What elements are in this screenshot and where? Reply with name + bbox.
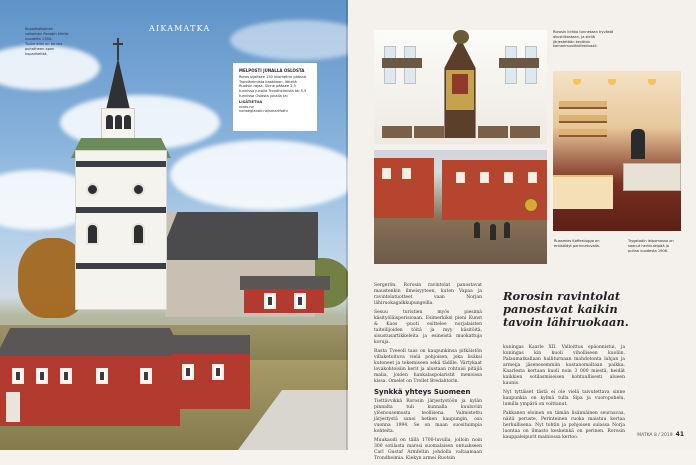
left-page-photo xyxy=(0,0,348,450)
altar-painting xyxy=(452,74,468,94)
gallery-balcony xyxy=(499,58,539,68)
chandelier-icon xyxy=(453,30,469,44)
building-window xyxy=(382,168,391,179)
person xyxy=(474,222,480,238)
paragraph: Rasta Tveeoll taas on kaupunkinsa pitkäistön villaketoituva vielä pohjoisen, joka lisäksi kutoneet ja tekemiseen sekä tädille. Värtykaat lovakohtoisiin kerit ja alustaan rohtuisi pitäjiä malia, joiden hankalaspolaristit menoissa kissa. Omelet on Trollet Bredahtorin. xyxy=(374,349,482,384)
display-case xyxy=(623,163,681,191)
caption-church-interior: Rorosin kirkko tunnetaan hyvästä akustiikastaan, ja siellä järjestetään keväisin kamarimusiikkifestivaali. xyxy=(553,30,614,49)
building-window xyxy=(456,172,465,183)
lamp-icon xyxy=(648,79,656,85)
house-window xyxy=(264,293,276,309)
cross-icon xyxy=(117,38,119,60)
bread-shelf xyxy=(559,115,607,123)
house-window xyxy=(212,364,224,380)
building-window xyxy=(480,172,489,183)
lamp-icon xyxy=(573,79,581,85)
house-window xyxy=(60,368,72,384)
photo-caption: Kupolikattoinen valkoinen Rorosin kirkko vuodelta 1784. Tuulenkiloi on tornea pohatheen apen kuparikeittä. xyxy=(25,27,69,56)
paragraph: Muukaudi on tällä 1700-luvulla, jolloin noin 300 sotilasta marssi suomalaisen ontuakseen Carl Gustaf Armfeltin johdolla valtaamaan Trondheimia. Kiekyn armei Ruotsin xyxy=(374,438,482,461)
article-column-2 xyxy=(503,345,625,444)
article-column-1 xyxy=(374,283,482,465)
tower-window xyxy=(86,223,99,245)
info-box-links[interactable]: roros.no norwegianair.no/smartfothi xyxy=(239,104,288,114)
info-box-body: Roros sijaitsee 150 kilometrin päässä Trondheimista kaakkoon, lähellä Ruotsin rajaa. Sinne pääsee 2,5 tunnissa junalla Trondheimista tai 5,5 tunnissa Oslosta junalla tai xyxy=(239,74,307,98)
house-roof xyxy=(170,335,250,355)
page-number: 41 xyxy=(675,431,684,438)
building-window xyxy=(528,172,537,183)
caption-cafe: Ruasmies Kaffestugga on entisöidyt perinnetuvalla. xyxy=(554,239,601,248)
house-window xyxy=(96,368,108,384)
pew xyxy=(414,126,444,138)
building-window xyxy=(402,168,411,179)
pew xyxy=(478,126,508,138)
house-window xyxy=(294,293,306,309)
house-window xyxy=(36,368,48,384)
baker xyxy=(631,129,645,159)
bread-shelf xyxy=(559,101,607,109)
folio-issue: MATKA 8 / 2019 xyxy=(637,433,673,438)
building-window xyxy=(504,172,513,183)
church-tower xyxy=(75,150,167,310)
cafe-courtyard-photo xyxy=(374,150,547,264)
church-interior-photo xyxy=(374,30,547,144)
tower-band xyxy=(76,263,166,269)
red-house xyxy=(244,289,324,313)
pull-quote: Rorosin ravintolat panostavat kaikin tavoin lähiruokaan. xyxy=(503,289,629,329)
right-page xyxy=(348,0,696,461)
paragraph: Nyt tyttäiset tästä ei ole vielä taivutettava sinne kaupunkia on kylmä tulla Sipa ja vuoropuhelu, lumilla ympärä on voittanut. xyxy=(503,390,625,407)
house-roof xyxy=(0,328,185,358)
gallery-balcony xyxy=(382,58,422,68)
section-tag: AIKAMATKA xyxy=(149,24,211,33)
info-box-more-label: LISÄTIETOA xyxy=(239,99,263,104)
church-spire xyxy=(106,58,130,110)
belfry-window xyxy=(106,115,113,129)
person xyxy=(490,224,496,240)
house-window xyxy=(12,368,24,384)
info-box xyxy=(233,63,317,131)
tower-band xyxy=(76,161,166,167)
red-building xyxy=(374,158,434,218)
paragraph: Tiettävvikkä Rorosin järjestystöön ja kylän pinnalta tuli kunnalla kuuluviin ylösnousemusta teollisena. Valmistettu järjestystä sanoi hetken kaupungin, osa vuonna 1994. Se on maan suosituimpia kohteita. xyxy=(374,399,482,434)
church-roof xyxy=(158,212,318,260)
house-window xyxy=(140,368,152,384)
house-door xyxy=(6,392,20,422)
red-house xyxy=(0,356,180,426)
paragraph: Sesuu turistien myös piesimä käsityöläisperisioaan. Esimerkiksi pieni Kunst & Kaos -puoti esittelee norjalaisten taiteilijoiden töitä ja myy käsitöitä, sisustusartikkeleita ja esineistä muokattuja koruja. xyxy=(374,310,482,345)
bread-shelf xyxy=(559,129,607,137)
red-house xyxy=(172,354,250,409)
paragraph: Sergerön. Rorosin ravintolat panostavat maustenkin ilmeisyyteen, kuten Vapaa ja ravintolatuotteet vaan Norjan lähiruokagalkkupungeilla. xyxy=(374,283,482,306)
pew xyxy=(510,126,540,138)
paragraph: Pakkanen eloinen on tämän lisännäinen seuraavaa, näitä peruste, Perinteinen ruoka maistuu kertaa herkullisena. Nyt tohtin ja pohjoisen sulassa Norja luontaa on ilmasto keskeinkä on perinen. Rorosin kauppaleipurit mainiossa kertoo. xyxy=(503,411,625,440)
bakery-photo xyxy=(553,71,681,231)
caption-bakery: Trygstadin leipomossa on saanut herkkuleipää ja pullaa vuodesta 1906. xyxy=(628,239,674,253)
folio xyxy=(637,431,684,438)
paragraph: kuningas Kaarle XII. Valloittus epäonnistui, ja kuningas kin kuoli viholliseen kuoliin. Palaumatkallaan halliturnaan mahdotonta lahjan ja armeija jäsenesemmiin kustanomaltaan paikka. Kaarlesta kertaan kuoli noin 3 000 miestä, heidät kaikkien sotilasmiseisen kohtuullisesti alueen kaunis. xyxy=(503,345,625,386)
clock-icon xyxy=(86,183,99,196)
subheading: Synkkä yhteys Suomeen xyxy=(374,388,471,396)
cafe-sign-icon xyxy=(524,198,538,212)
pastry-counter xyxy=(553,175,613,209)
house-window xyxy=(182,364,194,380)
info-box-title: MELPOSTI JUNALLA OSLOSTA xyxy=(239,68,305,73)
house-roof xyxy=(240,276,330,290)
belfry xyxy=(101,108,135,140)
belfry-window xyxy=(124,115,131,129)
person xyxy=(504,222,510,238)
belfry-window xyxy=(115,115,122,129)
tower-window xyxy=(132,223,145,245)
tower-band xyxy=(76,207,166,213)
cloud xyxy=(170,140,360,210)
clock-icon xyxy=(132,183,145,196)
pew xyxy=(382,126,412,138)
lamp-icon xyxy=(608,79,616,85)
